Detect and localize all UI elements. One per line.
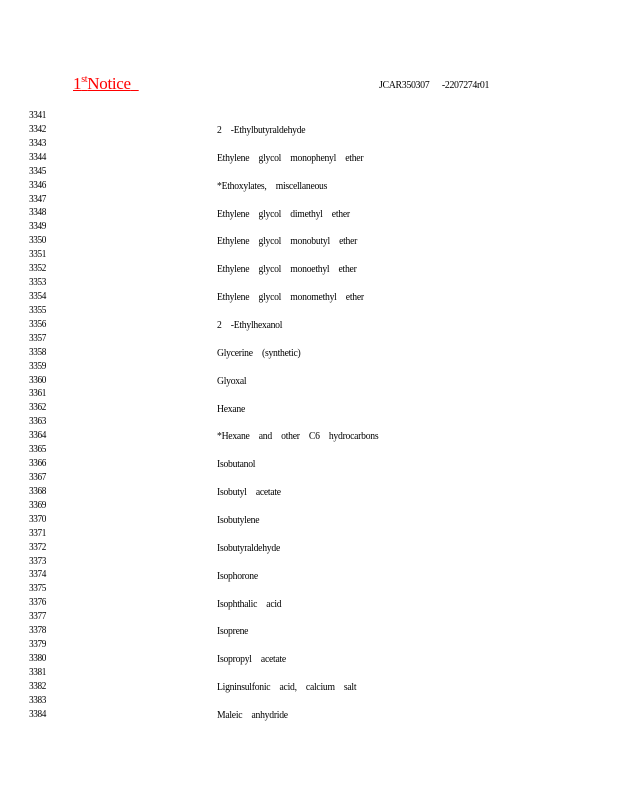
line-number: 3359 [29,360,47,372]
line-number: 3374 [29,569,47,581]
line-number: 3348 [29,207,47,219]
substance-entry: Ethylene glycol monomethyl ether [217,291,364,304]
substance-entry: Glycerine (synthetic) [217,346,301,359]
line-number: 3358 [29,346,47,358]
line-number: 3371 [29,527,47,539]
doc-number: -2207274r01 [441,79,490,91]
substance-entry: Isobutanol [217,458,256,471]
line-number: 3366 [29,458,47,470]
line-number: 3353 [29,277,47,289]
notice-number: 1 [73,74,82,93]
notice-superscript: st [81,74,88,85]
line-number: 3349 [29,221,47,233]
line-number: 3375 [29,583,47,595]
line-number: 3342 [29,123,47,135]
line-number: 3350 [29,235,47,247]
line-number: 3352 [29,263,47,275]
substance-entry: Isobutylene [217,513,260,526]
line-number: 3367 [29,471,47,483]
substance-entry: Ethylene glycol monophenyl ether [217,151,364,164]
line-number: 3354 [29,290,47,302]
line-number: 3343 [29,137,47,149]
substance-entry: Maleic anhydride [217,708,288,721]
substance-entry: Isopropyl acetate [217,653,286,666]
line-number: 3344 [29,151,47,163]
line-number: 3347 [29,193,47,205]
line-number: 3372 [29,541,47,553]
line-number: 3373 [29,555,47,567]
doc-code: JCAR350307 [379,79,430,91]
line-number: 3357 [29,332,47,344]
line-number: 3377 [29,611,47,623]
substance-entry: 2 -Ethylbutyraldehyde [217,123,306,136]
line-number: 3381 [29,666,47,678]
substance-entry: Ethylene glycol dimethyl ether [217,207,350,220]
substance-entry: 2 -Ethylhexanol [217,318,283,331]
substance-entry: Hexane [217,402,245,415]
line-number: 3368 [29,485,47,497]
line-number: 3369 [29,499,47,511]
line-number-column [29,109,48,722]
substance-entry: *Hexane and other C6 hydrocarbons [217,430,379,443]
substance-entry: Isobutyl acetate [217,486,281,499]
notice-heading [73,74,139,94]
substance-entry: Isoprene [217,625,249,638]
line-number: 3355 [29,304,47,316]
line-number: 3380 [29,652,47,664]
line-number: 3346 [29,179,47,191]
substance-entry: *Ethoxylates, miscellaneous [217,179,328,192]
line-number: 3341 [29,110,47,121]
substance-entry: Isophthalic acid [217,597,282,610]
line-number: 3356 [29,318,47,330]
substance-entry: Ethylene glycol monobutyl ether [217,235,358,248]
line-number: 3378 [29,625,47,637]
line-number: 3370 [29,513,47,525]
line-number: 3351 [29,249,47,261]
line-number: 3361 [29,388,47,400]
line-number: 3365 [29,444,47,456]
line-number: 3364 [29,430,47,442]
line-number: 3379 [29,639,47,651]
substance-entry: Glyoxal [217,374,247,387]
substance-entry: Isobutyraldehyde [217,541,280,554]
substance-entry: Isophorone [217,569,258,582]
line-number: 3362 [29,402,47,414]
line-number: 3382 [29,680,47,692]
line-number: 3383 [29,694,47,706]
line-number: 3345 [29,165,47,177]
notice-word: Notice [87,74,131,93]
line-number: 3360 [29,374,47,386]
line-number: 3384 [29,708,47,720]
substance-entry: Ethylene glycol monoethyl ether [217,263,357,276]
substance-entry: Ligninsulfonic acid, calcium salt [217,681,357,694]
line-number: 3363 [29,416,47,428]
line-number: 3376 [29,597,47,609]
document-identifier [379,79,489,91]
